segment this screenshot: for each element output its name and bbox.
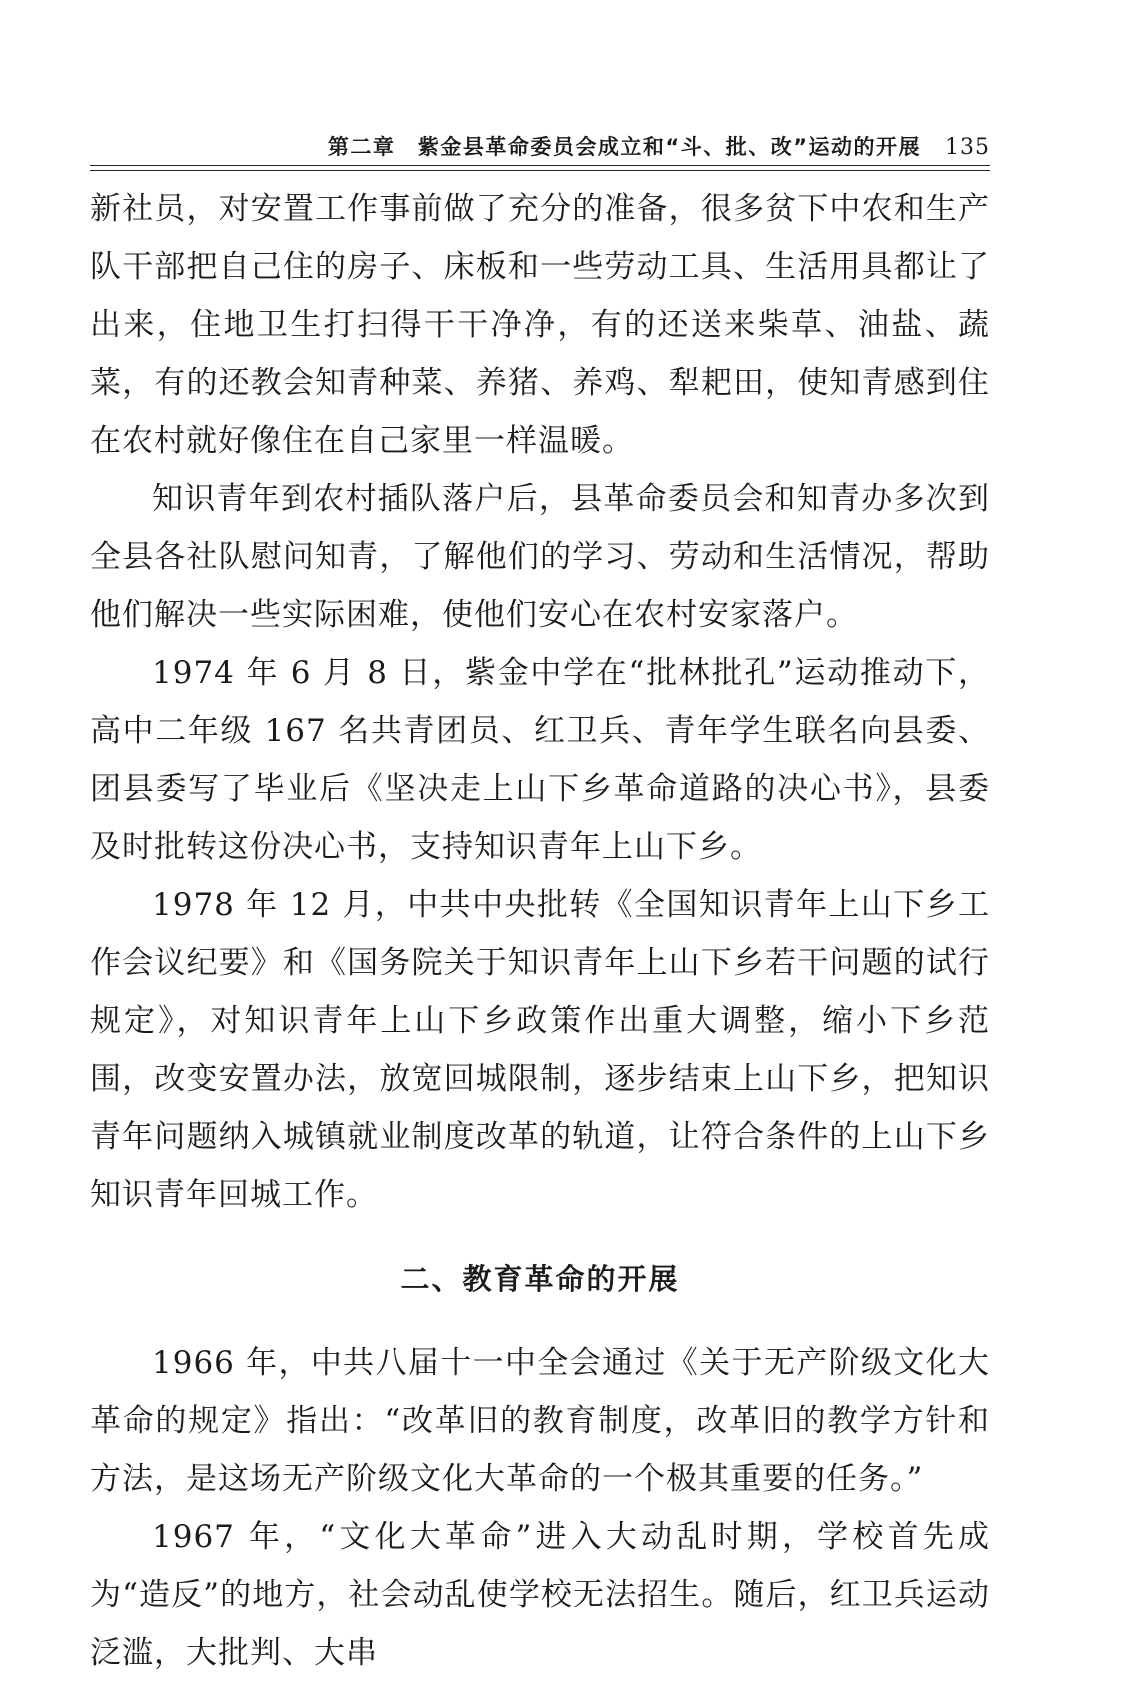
- paragraph: 1974 年 6 月 8 日，紫金中学在“批林批孔”运动推动下，高中二年级 167 名共青团员、红卫兵、青年学生联名向县委、团县委写了毕业后《坚决走上山下乡革命道路的决心书》，县委及时批转这份决心书，支持知识青年上山下乡。: [90, 655, 990, 865]
- paragraph: 1967 年，“文化大革命”进入大动乱时期，学校首先成为“造反”的地方，社会动乱使学校无法招生。随后，红卫兵运动泛滥，大批判、大串: [90, 1519, 990, 1671]
- paragraph: 1978 年 12 月，中共中央批转《全国知识青年上山下乡工作会议纪要》和《国务院关于知识青年上山下乡若干问题的试行规定》，对知识青年上山下乡政策作出重大调整，缩小下乡范围，改变安置办法，放宽回城限制，逐步结束上山下乡，把知识青年问题纳入城镇就业制度改革的轨道，让符合条件的上山下乡知识青年回城工作。: [90, 887, 990, 1213]
- chapter-title: 第二章 紫金县革命委员会成立和“斗、批、改”运动的开展: [327, 135, 921, 159]
- paragraph-continued: 新社员，对安置工作事前做了充分的准备，很多贫下中农和生产队干部把自己住的房子、床板和一些劳动工具、生活用具都让了出来，住地卫生打扫得干干净净，有的还送来柴草、油盐、蔬菜，有的还教会知青种菜、养猪、养鸡、犁耙田，使知青感到住在农村就好像住在自己家里一样温暖。: [90, 191, 990, 459]
- paragraph: 1966 年，中共八届十一中全会通过《关于无产阶级文化大革命的规定》指出：“改革旧的教育制度，改革旧的教学方针和方法，是这场无产阶级文化大革命的一个极其重要的任务。”: [90, 1345, 990, 1497]
- page-number: 135: [945, 135, 990, 160]
- header-double-rule: [90, 165, 990, 171]
- body-text: [90, 180, 990, 1682]
- paragraph: 知识青年到农村插队落户后，县革命委员会和知青办多次到全县各社队慰问知青，了解他们的学习、劳动和生活情况，帮助他们解决一些实际困难，使他们安心在农村安家落户。: [90, 481, 990, 633]
- section-heading: 二、教育革命的开展: [400, 1262, 680, 1296]
- running-header: [90, 132, 990, 162]
